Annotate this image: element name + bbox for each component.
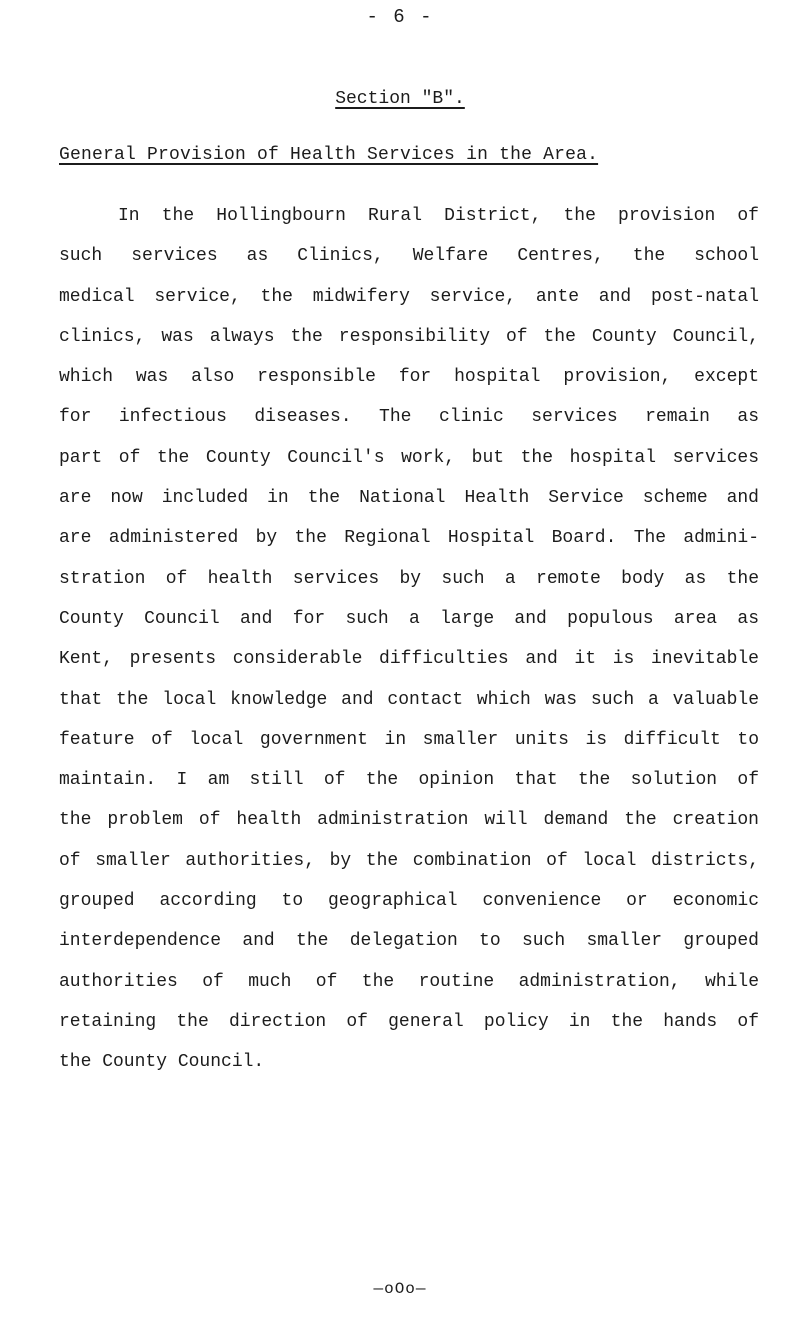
paragraph-line: clinics, was always the responsibility of the County Council, <box>59 326 759 347</box>
body-paragraph <box>59 196 759 1083</box>
paragraph-line: interdependence and the delegation to such smaller grouped <box>59 931 759 952</box>
paragraph-line: such services as Clinics, Welfare Centres, the school <box>59 246 759 267</box>
document-heading <box>59 145 598 165</box>
paragraph-line: for infectious diseases. The clinic services remain as <box>59 407 759 428</box>
paragraph-line: of smaller authorities, by the combination of local districts, <box>59 850 759 871</box>
paragraph-line: that the local knowledge and contact which was such a valuable <box>59 689 759 710</box>
paragraph-line: are now included in the National Health Service scheme and <box>59 488 759 509</box>
paragraph-line: which was also responsible for hospital provision, except <box>59 367 759 388</box>
paragraph-line: are administered by the Regional Hospital Board. The admini- <box>59 528 759 549</box>
paragraph-line: the County Council. <box>59 1052 265 1073</box>
section-title-text: Section "B". <box>335 89 465 109</box>
heading-text: General Provision of Health Services in the Area. <box>59 145 599 165</box>
paragraph-line: stration of health services by such a remote body as the <box>59 568 759 589</box>
page-number: - 6 - <box>366 6 434 28</box>
paragraph-line: medical service, the midwifery service, ante and post-natal <box>59 286 759 307</box>
paragraph-line: feature of local government in smaller units is difficult to <box>59 729 759 750</box>
paragraph-line: maintain. I am still of the opinion that the solution of <box>59 770 759 791</box>
paragraph-line: County Council and for such a large and populous area as <box>59 608 759 629</box>
paragraph-line: part of the County Council's work, but the hospital services <box>59 447 759 468</box>
paragraph-line: Kent, presents considerable difficulties and it is inevitable <box>59 649 759 670</box>
section-title <box>0 89 800 109</box>
paragraph-line: the problem of health administration will demand the creation <box>59 810 759 831</box>
end-of-section-mark: —oOo— <box>373 1280 427 1298</box>
paragraph-line: authorities of much of the routine administration, while <box>59 971 759 992</box>
paragraph-line: grouped according to geographical convenience or economic <box>59 891 759 912</box>
paragraph-line: retaining the direction of general policy in the hands of <box>59 1011 759 1032</box>
paragraph-line: In the Hollingbourn Rural District, the provision of <box>118 206 759 226</box>
